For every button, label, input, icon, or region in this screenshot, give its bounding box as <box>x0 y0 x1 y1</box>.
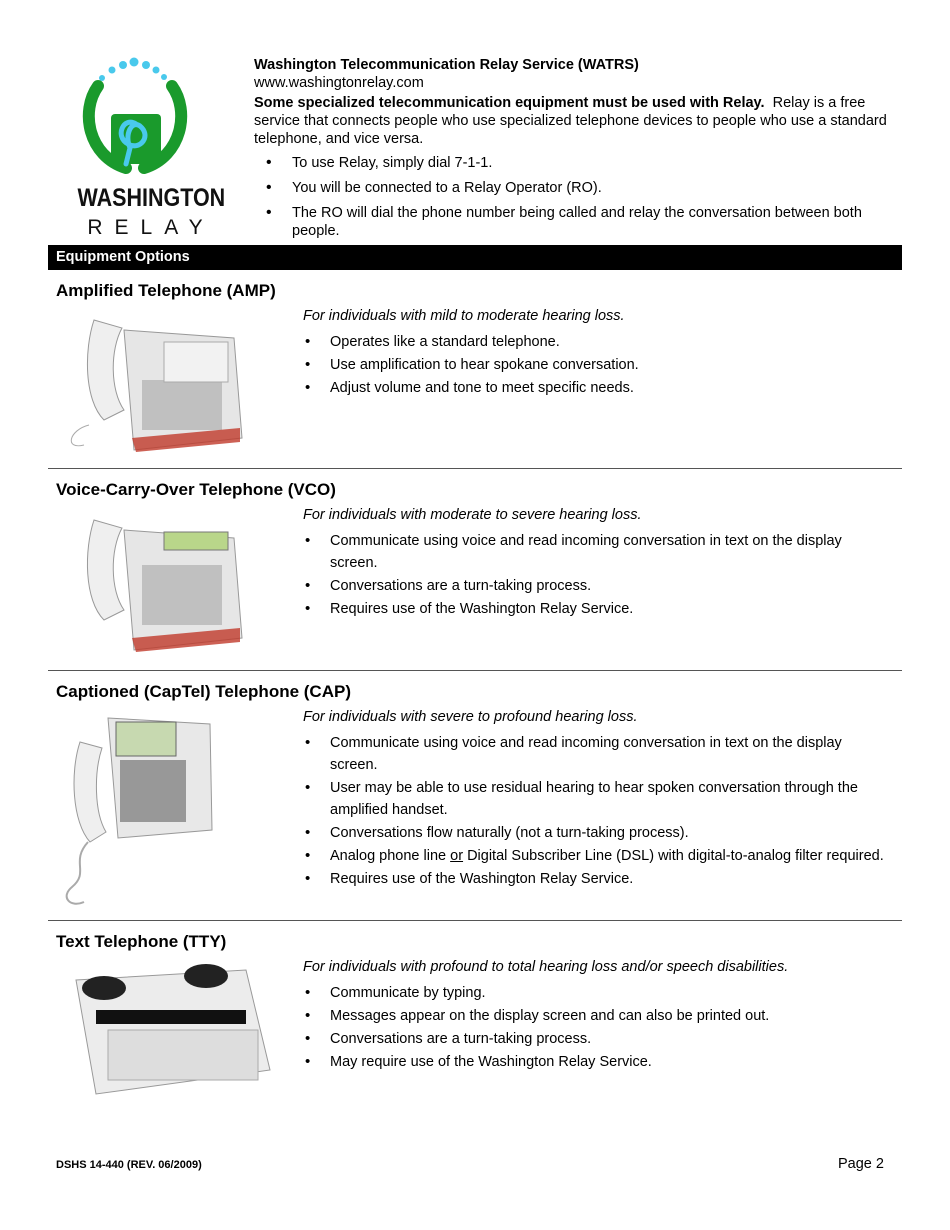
section-subtitle: For individuals with moderate to severe hearing loss. <box>303 507 642 523</box>
intro-rest: Relay is a free service that connects people who use specialized telephone devices to people who use a standard telephone, and vice versa. <box>254 95 887 147</box>
list-item: • Conversations flow naturally (not a turn-taking process). <box>303 822 893 844</box>
washington-relay-logo <box>66 56 230 240</box>
list-item: • Conversations are a turn-taking process. <box>303 1028 893 1050</box>
intro-bold: Some specialized telecommunication equipment must be used with Relay. <box>254 95 765 111</box>
list-item: • Operates like a standard telephone. <box>303 331 893 353</box>
section-subtitle: For individuals with profound to total hearing loss and/or speech disabilities. <box>303 959 789 975</box>
section-desc-tty <box>303 956 893 1074</box>
header-block <box>254 56 894 247</box>
list-item: • Conversations are a turn-taking process. <box>303 575 893 597</box>
logo-wordmark-relay: RELAY <box>87 216 215 239</box>
section-subtitle: For individuals with mild to moderate hearing loss. <box>303 308 625 324</box>
list-item: • User may be able to use residual hearing to hear spoken conversation through the amplified handset. <box>303 777 893 821</box>
tty-device-icon <box>66 960 272 1100</box>
analog-before: Analog phone line <box>330 848 451 864</box>
list-item: • Messages appear on the display screen and can also be printed out. <box>303 1005 893 1027</box>
service-url: www.washingtonrelay.com <box>254 75 424 91</box>
captel-telephone-icon <box>60 712 220 908</box>
list-item: • May require use of the Washington Relay Service. <box>303 1051 893 1073</box>
section-title-tty: Text Telephone (TTY) <box>56 932 227 951</box>
page-number: Page 2 <box>838 1156 884 1172</box>
logo-wordmark-washington: WASHINGTON <box>77 184 226 212</box>
list-item: • Adjust volume and tone to meet specific needs. <box>303 377 893 399</box>
list-item: • Communicate using voice and read incoming conversation in text on the display screen. <box>303 732 893 776</box>
section-title-amp: Amplified Telephone (AMP) <box>56 281 276 300</box>
divider <box>48 920 902 921</box>
amplified-telephone-icon <box>64 310 249 460</box>
list-item <box>303 845 893 867</box>
list-item: • Requires use of the Washington Relay Service. <box>303 598 893 620</box>
list-item: • Use amplification to hear spokane conversation. <box>303 354 893 376</box>
equipment-options-bar <box>48 245 902 270</box>
section-desc-cap <box>303 706 893 891</box>
section-desc-vco <box>303 504 893 621</box>
list-item: • The RO will dial the phone number being called and relay the conversation between both people. <box>254 204 894 240</box>
vco-telephone-icon <box>64 510 249 660</box>
analog-or: or <box>450 848 464 864</box>
list-item: • Communicate using voice and read incoming conversation in text on the display screen. <box>303 530 893 574</box>
divider <box>48 468 902 469</box>
intro-paragraph <box>254 94 894 148</box>
list-item: • Communicate by typing. <box>303 982 893 1004</box>
analog-after: Digital Subscriber Line (DSL) with digital-to-analog filter required. <box>463 848 884 864</box>
list-item: • To use Relay, simply dial 7-1-1. <box>254 154 894 172</box>
header-bullets <box>254 154 894 240</box>
equipment-options-label: Equipment Options <box>56 249 190 265</box>
section-title-cap: Captioned (CapTel) Telephone (CAP) <box>56 682 351 701</box>
list-item: • You will be connected to a Relay Operator (RO). <box>254 179 894 197</box>
list-item: • Requires use of the Washington Relay Service. <box>303 868 893 890</box>
divider <box>48 670 902 671</box>
section-title-vco: Voice-Carry-Over Telephone (VCO) <box>56 480 336 499</box>
section-subtitle: For individuals with severe to profound hearing loss. <box>303 709 638 725</box>
service-title: Washington Telecommunication Relay Service (WATRS) <box>254 57 639 73</box>
form-id: DSHS 14-440 (REV. 06/2009) <box>56 1159 202 1171</box>
section-desc-amp <box>303 305 893 400</box>
relay-logo-icon <box>66 56 230 186</box>
